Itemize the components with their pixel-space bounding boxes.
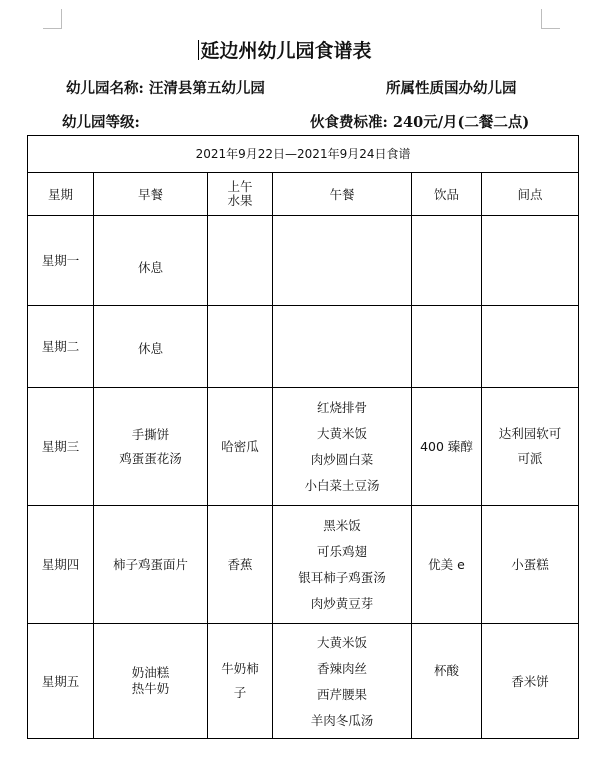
fruit-cell: 牛奶柿子 <box>208 624 273 739</box>
drink-cell <box>412 216 482 306</box>
snack-cell: 达利园软可可派 <box>482 388 579 506</box>
grade-info: 幼儿园等级: <box>62 114 140 131</box>
lunch-cell: 红烧排骨 大黄米饭 肉炒圆白菜 小白菜土豆汤 <box>273 388 412 506</box>
menu-table <box>27 135 579 739</box>
header-day: 星期 <box>28 173 94 216</box>
snack-cell: 香米饼 <box>482 624 579 739</box>
drink-cell: 优美 e <box>412 506 482 624</box>
header-breakfast: 早餐 <box>94 173 208 216</box>
lunch-cell: 黑米饭 可乐鸡翅 银耳柿子鸡蛋汤 肉炒黄豆芽 <box>273 506 412 624</box>
header-snack: 间点 <box>482 173 579 216</box>
table-row <box>28 506 579 624</box>
kindergarten-name: 幼儿园名称: 汪清县第五幼儿园 <box>66 80 265 97</box>
period-title: 2021年9月22日—2021年9月24日食谱 <box>28 136 579 173</box>
fruit-cell <box>208 216 273 306</box>
table-row <box>28 624 579 739</box>
drink-cell: 杯酸 <box>412 624 482 739</box>
breakfast-cell: 奶油糕 热牛奶 <box>94 624 208 739</box>
fruit-cell: 哈密瓜 <box>208 388 273 506</box>
breakfast-cell: 休息 <box>94 306 208 388</box>
snack-cell <box>482 306 579 388</box>
lunch-cell: 大黄米饭 香辣肉丝 西芹腰果 羊肉冬瓜汤 <box>273 624 412 739</box>
crop-mark-left-vertical <box>61 9 62 28</box>
day-cell: 星期五 <box>28 624 94 739</box>
snack-cell: 小蛋糕 <box>482 506 579 624</box>
day-cell: 星期一 <box>28 216 94 306</box>
header-lunch: 午餐 <box>273 173 412 216</box>
breakfast-cell: 休息 <box>94 216 208 306</box>
fruit-cell: 香蕉 <box>208 506 273 624</box>
snack-cell <box>482 216 579 306</box>
ownership-info: 所属性质国办幼儿园 <box>386 80 517 97</box>
drink-cell <box>412 306 482 388</box>
lunch-cell <box>273 306 412 388</box>
page-title[interactable]: 延边州幼儿园食谱表 <box>200 40 372 62</box>
kindergarten-name-value: 汪清县第五幼儿园 <box>148 80 265 97</box>
fruit-cell <box>208 306 273 388</box>
ownership-value: 国办幼儿园 <box>444 80 517 97</box>
day-cell: 星期三 <box>28 388 94 506</box>
header-fruit: 上午 水果 <box>208 173 273 216</box>
header-drink: 饮品 <box>412 173 482 216</box>
table-row <box>28 388 579 506</box>
drink-cell: 400 臻醇 <box>412 388 482 506</box>
crop-mark-right-horizontal <box>541 28 560 29</box>
crop-mark-left-horizontal <box>43 28 62 29</box>
crop-mark-right-vertical <box>541 9 542 28</box>
fee-info: 伙食费标准: 240元/月(二餐二点) <box>310 114 530 131</box>
breakfast-cell: 柿子鸡蛋面片 <box>94 506 208 624</box>
fee-value: 240元/月(二餐二点) <box>392 114 530 131</box>
lunch-cell <box>273 216 412 306</box>
table-row <box>28 216 579 306</box>
breakfast-cell: 手撕饼 鸡蛋蛋花汤 <box>94 388 208 506</box>
day-cell: 星期四 <box>28 506 94 624</box>
day-cell: 星期二 <box>28 306 94 388</box>
table-row <box>28 306 579 388</box>
